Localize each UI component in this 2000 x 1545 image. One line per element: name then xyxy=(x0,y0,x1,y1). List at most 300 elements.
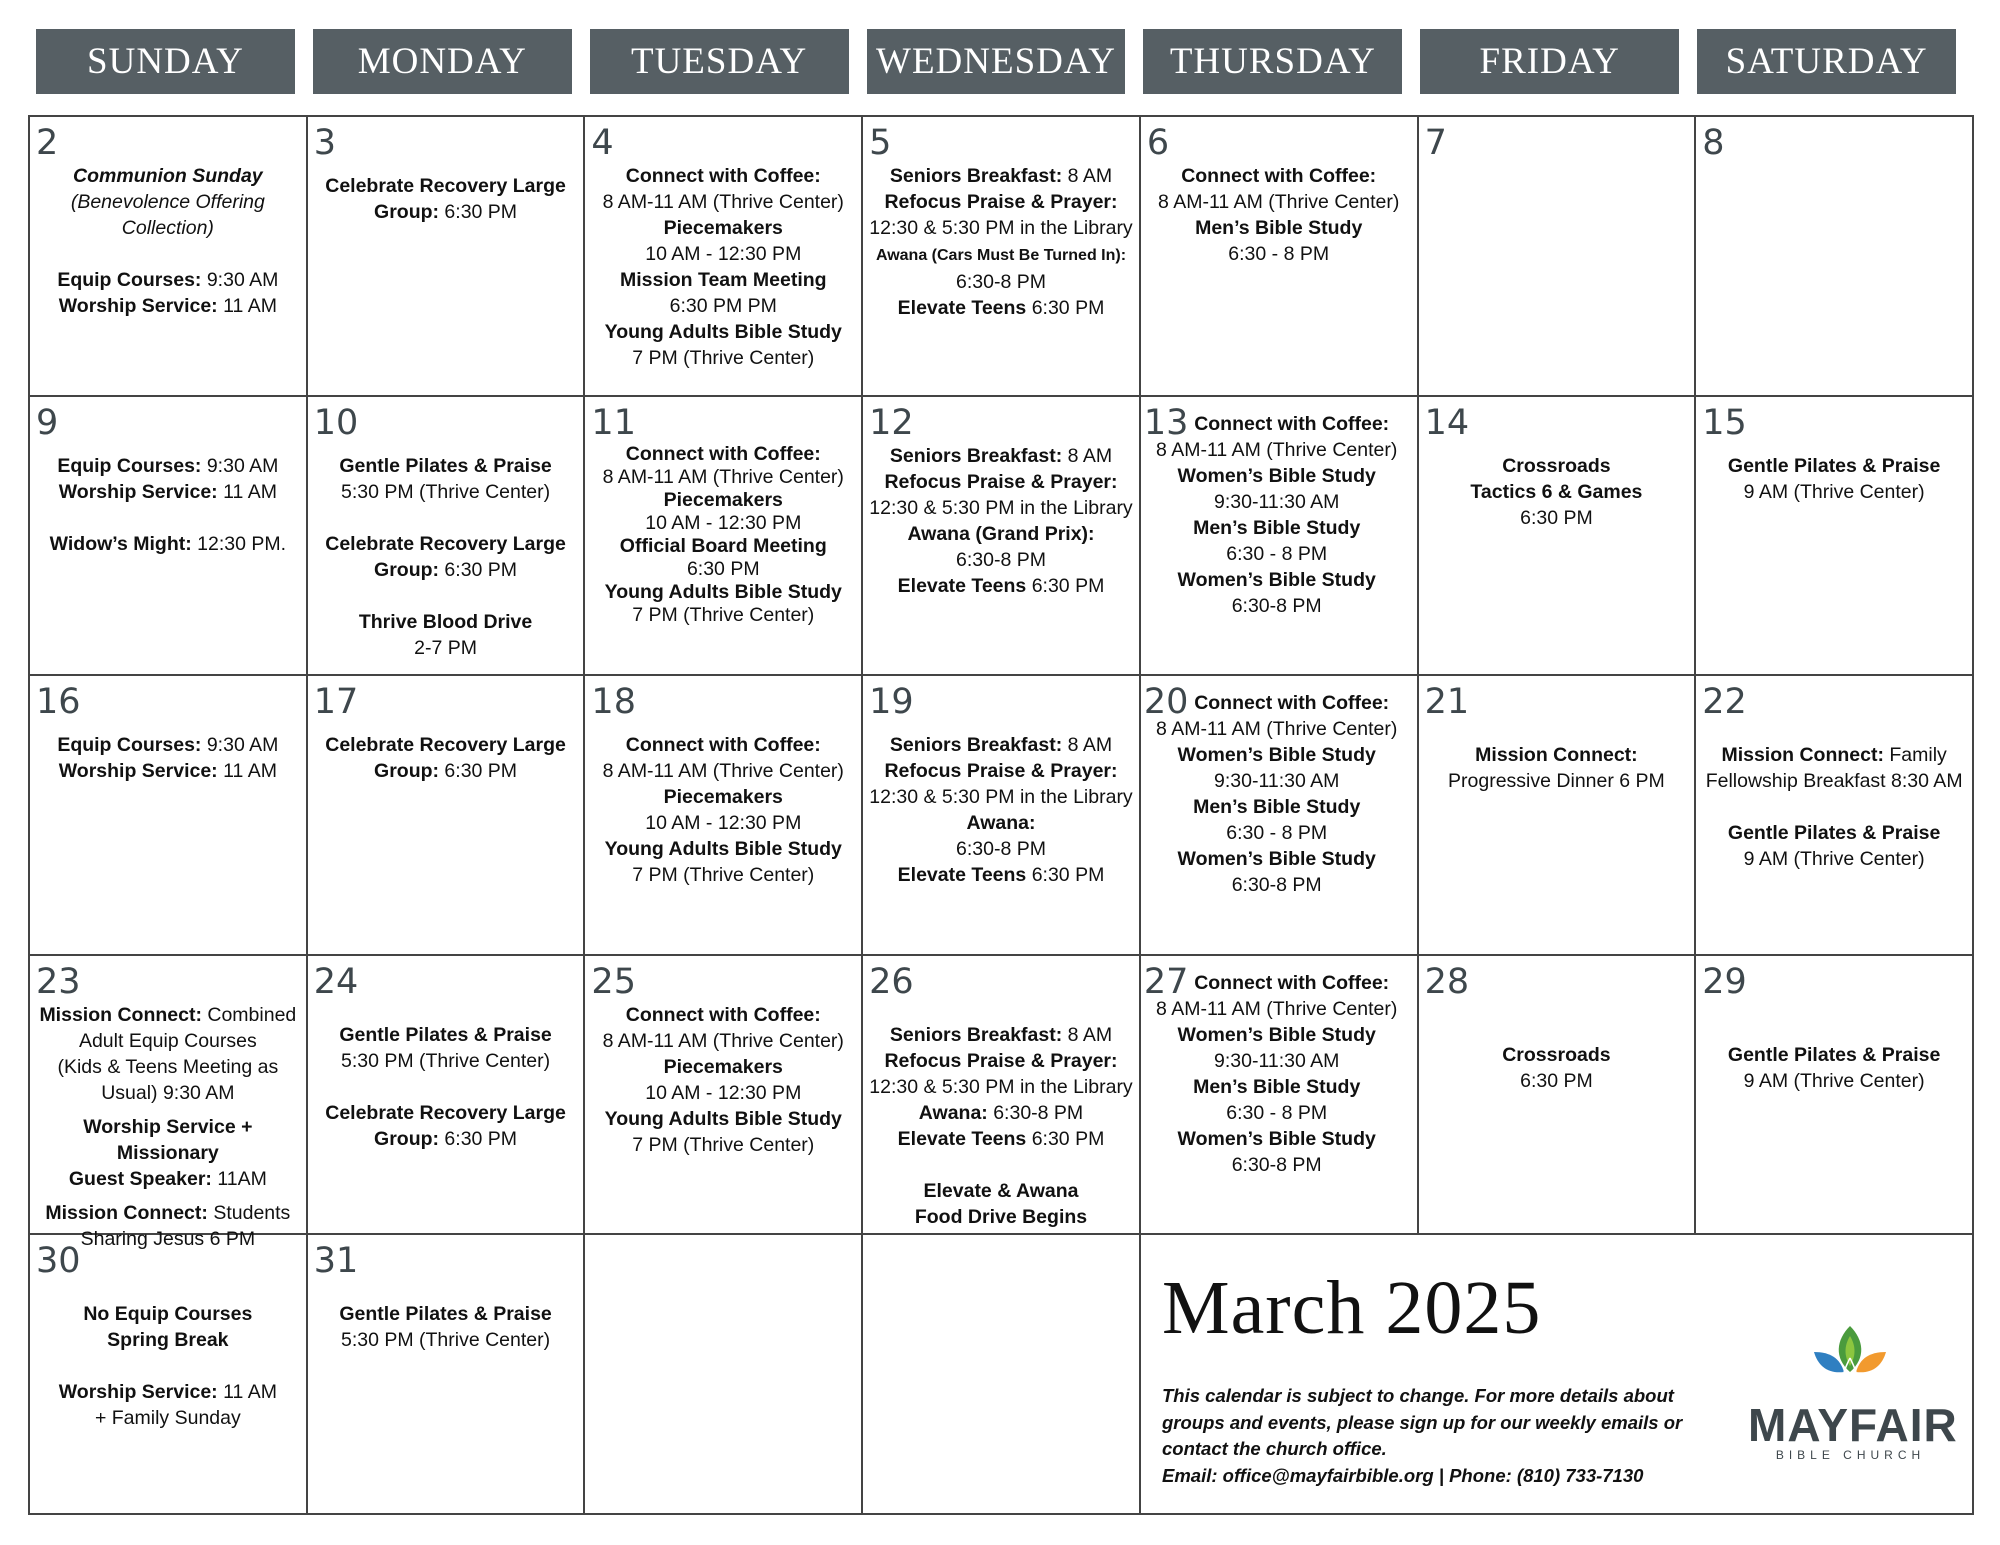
day-number: 2 xyxy=(36,123,59,163)
day-events xyxy=(867,1022,1135,1230)
calendar-day-cell xyxy=(30,676,308,956)
event-line xyxy=(1141,1048,1413,1074)
day-number: 4 xyxy=(591,123,614,163)
event-text: Adult Equip Courses xyxy=(78,1029,257,1052)
event-text: Gentle Pilates & Praise xyxy=(339,1023,552,1046)
event-line xyxy=(1423,742,1691,768)
day-number: 22 xyxy=(1702,682,1747,723)
event-text: 6:30 PM xyxy=(439,760,518,783)
event-text: Collection) xyxy=(121,217,214,239)
event-text: 10 AM - 12:30 PM xyxy=(645,243,802,265)
calendar-day-cell xyxy=(30,1235,308,1515)
event-line xyxy=(312,1126,580,1152)
event-text: Women’s Bible Study xyxy=(1177,848,1376,871)
event-line xyxy=(1700,768,1968,794)
event-text: 8 AM-11 AM (Thrive Center) xyxy=(602,191,844,213)
event-text: Seniors Breakfast: xyxy=(889,734,1063,757)
event-text: 8 AM xyxy=(1062,165,1113,187)
day-number: 18 xyxy=(591,682,636,723)
event-text: 9:30 AM xyxy=(201,454,279,477)
event-line xyxy=(589,558,857,581)
event-line xyxy=(867,1074,1135,1100)
event-text: Students xyxy=(207,1201,291,1224)
event-text: 9:30 AM xyxy=(201,269,279,291)
event-text: Worship Service: xyxy=(58,1381,218,1404)
event-line xyxy=(312,609,580,635)
calendar-day-cell xyxy=(585,397,863,677)
event-line xyxy=(1141,846,1413,872)
event-text: 8 AM xyxy=(1062,444,1113,467)
day-header-friday: FRIDAY xyxy=(1420,29,1679,94)
event-text: Refocus Praise & Prayer: xyxy=(884,191,1118,213)
day-header-tuesday: TUESDAY xyxy=(590,29,849,94)
event-line xyxy=(867,443,1135,469)
day-number: 25 xyxy=(591,961,636,1002)
event-spacer xyxy=(34,241,302,267)
day-number: 6 xyxy=(1146,123,1170,163)
day-events xyxy=(867,732,1135,888)
event-text: 6:30 - 8 PM xyxy=(1226,1101,1328,1124)
event-line xyxy=(589,319,857,345)
event-line xyxy=(867,758,1135,784)
event-spacer xyxy=(34,505,302,531)
event-line xyxy=(589,1028,857,1054)
day-number: 3 xyxy=(313,123,336,163)
day-events xyxy=(312,1022,580,1152)
event-text: 7 PM (Thrive Center) xyxy=(632,603,815,626)
event-text: Celebrate Recovery Large xyxy=(325,175,566,197)
event-text: Connect with Coffee: xyxy=(625,734,821,757)
event-line xyxy=(312,732,580,758)
event-text: Widow’s Might: xyxy=(49,532,192,555)
event-text: Awana (Grand Prix): xyxy=(907,522,1095,545)
event-text: (Benevolence Offering xyxy=(70,191,265,213)
event-line xyxy=(1700,479,1968,505)
day-number: 13 xyxy=(1143,402,1189,443)
calendar-day-cell xyxy=(30,397,308,677)
event-text: (Kids & Teens Meeting as xyxy=(57,1055,279,1078)
event-text: Seniors Breakfast: xyxy=(889,444,1063,467)
day-events xyxy=(1700,453,1968,505)
event-line xyxy=(867,1178,1135,1204)
event-text: Women’s Bible Study xyxy=(1177,744,1376,767)
event-text: Mission Team Meeting xyxy=(619,269,827,291)
event-text: 6:30-8 PM xyxy=(1231,874,1322,897)
event-text: Piecemakers xyxy=(663,786,783,809)
event-line xyxy=(867,1048,1135,1074)
event-line xyxy=(589,1002,857,1028)
day-number: 23 xyxy=(36,961,81,1002)
day-events xyxy=(312,453,580,661)
event-text: 7 PM (Thrive Center) xyxy=(632,1133,815,1156)
event-spacer xyxy=(34,1106,302,1114)
event-line xyxy=(34,1054,302,1080)
event-line xyxy=(312,1327,580,1353)
event-line xyxy=(867,1100,1135,1126)
event-text: Mission Connect: xyxy=(1721,744,1884,767)
day-number: 10 xyxy=(313,402,359,443)
event-text: Men’s Bible Study xyxy=(1195,217,1363,239)
day-events xyxy=(589,443,857,627)
event-line xyxy=(867,469,1135,495)
calendar-day-cell xyxy=(1419,397,1697,677)
day-events xyxy=(589,1002,857,1158)
event-text: Awana (Cars Must Be Turned In): xyxy=(875,247,1127,264)
event-line xyxy=(589,758,857,784)
event-text: 9:30-11:30 AM xyxy=(1214,1049,1340,1072)
calendar-day-cell xyxy=(585,676,863,956)
event-text: Men’s Bible Study xyxy=(1193,796,1361,819)
event-line xyxy=(312,453,580,479)
calendar-day-cell xyxy=(308,117,586,397)
event-text: 10 AM - 12:30 PM xyxy=(645,1081,802,1104)
event-text: 7 PM (Thrive Center) xyxy=(632,347,815,369)
day-number: 14 xyxy=(1424,402,1470,443)
event-text: No Equip Courses xyxy=(83,1303,253,1326)
event-text: Connect with Coffee: xyxy=(625,165,821,187)
event-line xyxy=(867,1204,1135,1230)
event-line xyxy=(1141,1022,1413,1048)
event-text: Group: xyxy=(374,201,440,223)
event-text: Worship Service: xyxy=(58,295,218,317)
event-line xyxy=(34,758,302,784)
event-line xyxy=(1700,453,1968,479)
event-line xyxy=(1700,820,1968,846)
event-line xyxy=(589,512,857,535)
event-text: 6:30 PM xyxy=(1026,297,1105,319)
disclaimer-line: This calendar is subject to change. For more details about xyxy=(1162,1385,1674,1406)
event-line xyxy=(34,1166,302,1192)
calendar-day-cell xyxy=(1696,676,1974,956)
event-text: Women’s Bible Study xyxy=(1177,1023,1376,1046)
event-line xyxy=(34,163,302,189)
event-line xyxy=(312,758,580,784)
calendar-day-cell xyxy=(1419,117,1697,397)
day-of-week-header-row xyxy=(36,29,1974,94)
event-line xyxy=(34,531,302,557)
event-text: 6:30 PM PM xyxy=(669,295,777,317)
event-text: 9:30-11:30 AM xyxy=(1214,770,1340,793)
day-header-saturday: SATURDAY xyxy=(1697,29,1956,94)
event-line xyxy=(312,199,580,225)
event-line xyxy=(1145,241,1413,267)
event-line xyxy=(34,732,302,758)
event-line xyxy=(867,295,1135,321)
event-text: 8 AM-11 AM (Thrive Center) xyxy=(1158,191,1400,213)
event-text: Refocus Praise & Prayer: xyxy=(884,760,1118,783)
event-text: Crossroads xyxy=(1502,454,1611,477)
event-text: Crossroads xyxy=(1502,1043,1611,1066)
calendar-day-cell xyxy=(30,117,308,397)
event-line xyxy=(312,635,580,661)
event-line xyxy=(1145,163,1413,189)
event-text: Connect with Coffee: xyxy=(1194,692,1390,715)
day-number: 30 xyxy=(36,1241,81,1282)
event-line xyxy=(1141,567,1413,593)
event-text: 5:30 PM (Thrive Center) xyxy=(340,1329,551,1352)
event-text: Elevate Teens xyxy=(897,297,1027,319)
event-text: Connect with Coffee: xyxy=(625,442,821,465)
event-line xyxy=(1141,1100,1413,1126)
event-line xyxy=(589,443,857,466)
day-header-wednesday: WEDNESDAY xyxy=(867,29,1126,94)
day-number: 17 xyxy=(313,682,359,723)
event-spacer xyxy=(312,1074,580,1100)
calendar-day-cell xyxy=(585,1235,863,1515)
event-line xyxy=(1141,489,1413,515)
event-text: Young Adults Bible Study xyxy=(604,580,842,603)
day-events xyxy=(312,1301,580,1353)
event-text: 6:30 PM xyxy=(1520,1069,1593,1092)
event-line xyxy=(1141,1074,1413,1100)
day-number: 27 xyxy=(1143,961,1189,1002)
day-number: 12 xyxy=(869,402,914,443)
calendar-day-cell xyxy=(1419,956,1697,1236)
event-spacer xyxy=(34,1353,302,1379)
event-text: 12:30 & 5:30 PM in the Library xyxy=(869,1075,1133,1098)
event-line xyxy=(1145,189,1413,215)
event-line xyxy=(1700,1042,1968,1068)
calendar-day-cell xyxy=(1141,117,1419,397)
event-text: 12:30 & 5:30 PM in the Library xyxy=(869,496,1133,519)
day-events xyxy=(1700,742,1968,872)
event-text: Group: xyxy=(374,1127,440,1150)
calendar-day-cell xyxy=(1141,956,1419,1236)
calendar-day-cell xyxy=(585,956,863,1236)
event-text: Mission Connect: xyxy=(39,1003,202,1026)
calendar-day-cell xyxy=(1696,117,1974,397)
logo-subtitle: BIBLE CHURCH xyxy=(1775,1448,1926,1462)
calendar-day-cell xyxy=(863,676,1141,956)
day-events xyxy=(34,453,302,557)
day-events xyxy=(1145,163,1413,267)
disclaimer-line: contact the church office. xyxy=(1162,1438,1387,1459)
event-text: Worship Service + Missionary xyxy=(83,1115,253,1164)
event-text: 6:30 PM xyxy=(686,557,760,580)
event-line xyxy=(1141,463,1413,489)
event-line xyxy=(1171,690,1413,716)
event-text: 12:30 PM. xyxy=(191,532,287,555)
event-line xyxy=(589,836,857,862)
event-line xyxy=(34,189,302,215)
event-text: Gentle Pilates & Praise xyxy=(339,1303,552,1326)
event-text: 6:30 PM xyxy=(1026,574,1105,597)
calendar-day-cell xyxy=(308,676,586,956)
event-line xyxy=(1141,742,1413,768)
day-number: 21 xyxy=(1424,682,1470,723)
event-text: Gentle Pilates & Praise xyxy=(1727,454,1941,477)
event-line xyxy=(589,163,857,189)
event-line xyxy=(312,1048,580,1074)
event-text: 6:30 PM xyxy=(1026,1127,1105,1150)
event-text: 6:30-8 PM xyxy=(956,838,1046,861)
event-text: 10 AM - 12:30 PM xyxy=(645,812,802,835)
event-line xyxy=(1141,716,1413,742)
event-text: Women’s Bible Study xyxy=(1177,568,1376,591)
event-text: 6:30 - 8 PM xyxy=(1228,243,1330,265)
event-line xyxy=(34,1080,302,1106)
event-line xyxy=(34,479,302,505)
event-line xyxy=(1700,1068,1968,1094)
event-line xyxy=(867,573,1135,599)
event-line xyxy=(312,479,580,505)
day-events xyxy=(1423,453,1691,531)
event-line xyxy=(34,1379,302,1405)
event-text: 8 AM xyxy=(1062,1023,1113,1046)
day-events xyxy=(1423,1042,1691,1094)
event-text: 8 AM-11 AM (Thrive Center) xyxy=(602,1029,844,1052)
event-text: Piecemakers xyxy=(663,488,783,511)
day-events xyxy=(867,163,1135,321)
event-line xyxy=(34,1114,302,1166)
calendar-day-cell xyxy=(308,1235,586,1515)
event-line xyxy=(1141,593,1413,619)
event-line xyxy=(34,1200,302,1226)
calendar-disclaimer xyxy=(1162,1383,1722,1489)
event-text: 6:30 PM xyxy=(439,558,518,581)
event-text: 9 AM (Thrive Center) xyxy=(1743,1069,1925,1092)
event-text: 8 AM-11 AM (Thrive Center) xyxy=(1156,438,1398,461)
event-text: 6:30-8 PM xyxy=(956,548,1046,571)
day-events xyxy=(1700,1042,1968,1094)
event-line xyxy=(1423,505,1691,531)
event-text: Young Adults Bible Study xyxy=(604,1107,842,1130)
event-line xyxy=(589,241,857,267)
event-text: Tactics 6 & Games xyxy=(1470,480,1643,503)
calendar-day-cell xyxy=(863,956,1141,1236)
event-line xyxy=(589,862,857,888)
calendar-day-cell xyxy=(1141,676,1419,956)
event-line xyxy=(34,453,302,479)
event-line xyxy=(34,1405,302,1431)
event-line xyxy=(589,1080,857,1106)
event-text: Women’s Bible Study xyxy=(1177,464,1376,487)
disclaimer-contact-line: Email: office@mayfairbible.org | Phone: (810) 733-7130 xyxy=(1162,1464,1644,1486)
day-events xyxy=(34,732,302,784)
calendar-day-cell xyxy=(585,117,863,397)
disclaimer-line: groups and events, please sign up for our weekly emails or xyxy=(1162,1411,1683,1433)
event-text: Young Adults Bible Study xyxy=(604,838,842,861)
day-events xyxy=(1423,742,1691,794)
event-line xyxy=(1141,872,1413,898)
event-line xyxy=(867,810,1135,836)
event-line xyxy=(312,557,580,583)
event-text: Group: xyxy=(374,558,440,581)
event-text: 8 AM-11 AM (Thrive Center) xyxy=(602,760,844,783)
event-line xyxy=(1141,541,1413,567)
event-line xyxy=(1423,768,1691,794)
event-text: Usual) 9:30 AM xyxy=(101,1081,235,1104)
event-text: Seniors Breakfast: xyxy=(889,1023,1063,1046)
event-text: Young Adults Bible Study xyxy=(604,321,842,343)
event-line xyxy=(34,1002,302,1028)
event-text: 9 AM (Thrive Center) xyxy=(1743,848,1925,871)
event-line xyxy=(589,215,857,241)
event-text: Piecemakers xyxy=(663,1055,783,1078)
event-text: 6:30 PM xyxy=(1026,864,1105,887)
event-line xyxy=(867,1126,1135,1152)
event-text: Celebrate Recovery Large xyxy=(325,532,566,555)
event-text: 8 AM-11 AM (Thrive Center) xyxy=(1156,718,1398,741)
event-line xyxy=(1171,411,1413,437)
event-line xyxy=(867,784,1135,810)
event-line xyxy=(1423,1068,1691,1094)
event-text: 11 AM xyxy=(217,1381,277,1404)
event-line xyxy=(1141,996,1413,1022)
event-line xyxy=(1700,846,1968,872)
event-text: Worship Service: xyxy=(58,760,218,783)
event-line xyxy=(589,189,857,215)
event-text: Fellowship Breakfast 8:30 AM xyxy=(1705,770,1963,793)
event-spacer xyxy=(34,1192,302,1200)
event-line xyxy=(1171,970,1413,996)
event-text: Worship Service: xyxy=(58,480,218,503)
event-text: 11 AM xyxy=(217,295,277,317)
calendar-day-cell xyxy=(1419,676,1697,956)
event-text: 5:30 PM (Thrive Center) xyxy=(340,480,551,503)
leaf-logo-icon xyxy=(1748,1322,1953,1402)
event-text: 5:30 PM (Thrive Center) xyxy=(340,1049,551,1072)
event-text: 12:30 & 5:30 PM in the Library xyxy=(869,786,1133,809)
event-text: 10 AM - 12:30 PM xyxy=(645,511,802,534)
event-text: 6:30-8 PM xyxy=(987,1101,1084,1124)
event-text: 6:30 - 8 PM xyxy=(1226,542,1328,565)
event-text: Women’s Bible Study xyxy=(1177,1127,1376,1150)
event-line xyxy=(589,810,857,836)
event-line xyxy=(589,466,857,489)
event-line xyxy=(1423,479,1691,505)
calendar-day-cell xyxy=(863,1235,1141,1515)
event-text: 11 AM xyxy=(217,480,277,503)
event-text: 8 AM-11 AM (Thrive Center) xyxy=(1156,997,1398,1020)
event-line xyxy=(1700,742,1968,768)
event-text: Gentle Pilates & Praise xyxy=(339,454,552,477)
event-text: Elevate & Awana xyxy=(923,1179,1079,1202)
day-number: 20 xyxy=(1143,682,1189,723)
day-number: 28 xyxy=(1424,961,1470,1002)
day-events xyxy=(312,173,580,225)
event-line xyxy=(312,531,580,557)
event-text: 6:30-8 PM xyxy=(956,271,1046,293)
day-number: 29 xyxy=(1702,961,1747,1002)
event-line xyxy=(34,267,302,293)
event-text: Progressive Dinner 6 PM xyxy=(1448,770,1665,793)
event-line xyxy=(867,189,1135,215)
event-line xyxy=(589,784,857,810)
event-line xyxy=(34,215,302,241)
event-text: 12:30 & 5:30 PM in the Library xyxy=(869,217,1133,239)
event-text: Mission Connect: xyxy=(45,1201,208,1224)
event-text: 6:30 - 8 PM xyxy=(1226,822,1328,845)
day-number: 15 xyxy=(1702,402,1747,443)
event-line xyxy=(867,836,1135,862)
event-spacer xyxy=(1700,794,1968,820)
event-text: 9 AM (Thrive Center) xyxy=(1743,480,1925,503)
event-line xyxy=(589,267,857,293)
event-line xyxy=(1141,768,1413,794)
event-text: Men’s Bible Study xyxy=(1193,1075,1361,1098)
event-text: Gentle Pilates & Praise xyxy=(1727,1043,1941,1066)
calendar-day-cell xyxy=(1696,956,1974,1236)
event-text: Refocus Praise & Prayer: xyxy=(884,1049,1118,1072)
event-text: Gentle Pilates & Praise xyxy=(1727,822,1941,845)
event-text: Group: xyxy=(374,760,440,783)
event-line xyxy=(1145,215,1413,241)
event-spacer xyxy=(312,505,580,531)
event-line xyxy=(34,1327,302,1353)
calendar-day-cell xyxy=(30,956,308,1250)
event-text: Connect with Coffee: xyxy=(1181,165,1377,187)
